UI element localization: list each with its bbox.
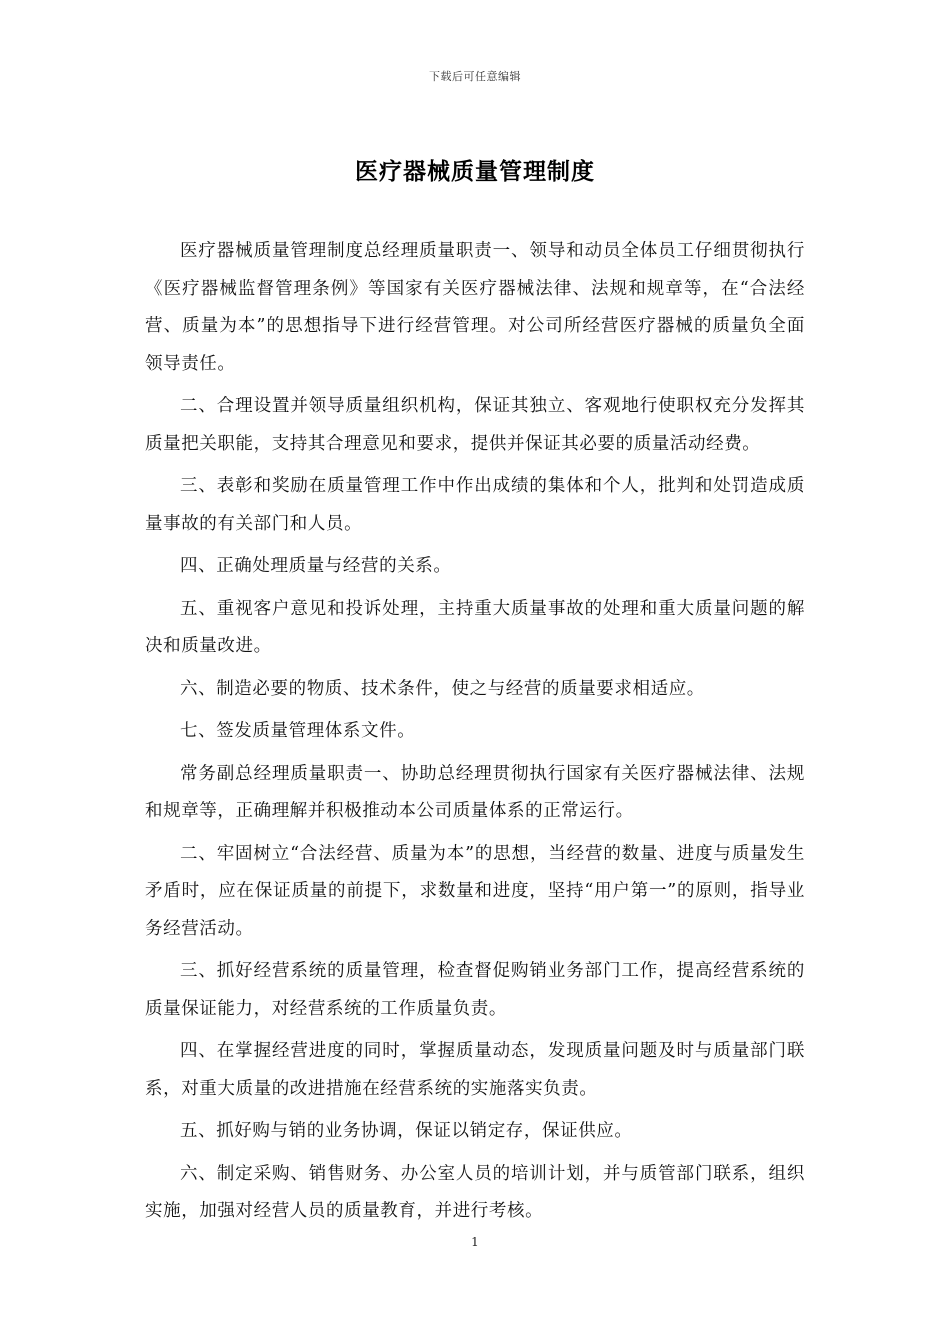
paragraph-deputy-manager-duty-1: 常务副总经理质量职责一、协助总经理贯彻执行国家有关医疗器械法律、法规和规章等，正确理解并积极推动本公司质量体系的正常运行。	[145, 763, 805, 821]
paragraph-general-manager-duty-6: 六、制造必要的物质、技术条件，使之与经营的质量要求相适应。	[180, 678, 705, 699]
paragraph-deputy-manager-duty-5: 五、抓好购与销的业务协调，保证以销定存，保证供应。	[180, 1121, 633, 1141]
paragraph-general-manager-duty-7: 七、签发质量管理体系文件。	[180, 721, 416, 741]
document-body	[145, 233, 805, 1236]
paragraph-deputy-manager-duty-3: 三、抓好经营系统的质量管理，检查督促购销业务部门工作，提高经营系统的质量保证能力，对经营系统的工作质量负责。	[145, 961, 805, 1019]
page-header-note: 下载后可任意编辑	[429, 70, 521, 83]
paragraph-deputy-manager-duty-2: 二、牢固树立“合法经营、质量为本”的思想，当经营的数量、进度与质量发生矛盾时，应在保证质量的前提下，求数量和进度，坚持“用户第一”的原则，指导业务经营活动。	[145, 843, 805, 939]
page-number: 1	[471, 1235, 479, 1249]
paragraph-general-manager-duty-3: 三、表彰和奖励在质量管理工作中作出成绩的集体和个人，批判和处罚造成质量事故的有关部门和人员。	[145, 476, 805, 534]
paragraph-general-manager-duty-2: 二、合理设置并领导质量组织机构，保证其独立、客观地行使职权充分发挥其质量把关职能，支持其合理意见和要求，提供并保证其必要的质量活动经费。	[145, 396, 805, 454]
paragraph-deputy-manager-duty-4: 四、在掌握经营进度的同时，掌握质量动态，发现质量问题及时与质量部门联系，对重大质量的改进措施在经营系统的实施落实负责。	[145, 1041, 805, 1099]
paragraph-general-manager-duty-1: 医疗器械质量管理制度总经理质量职责一、领导和动员全体员工仔细贯彻执行《医疗器械监督管理条例》等国家有关医疗器械法律、法规和规章等，在“合法经营、质量为本”的思想指导下进行经营管理。对公司所经营医疗器械的质量负全面领导责任。	[145, 241, 805, 374]
paragraph-general-manager-duty-5: 五、重视客户意见和投诉处理，主持重大质量事故的处理和重大质量问题的解决和质量改进。	[145, 598, 805, 656]
paragraph-general-manager-duty-4: 四、正确处理质量与经营的关系。	[180, 556, 452, 576]
document-title: 医疗器械质量管理制度	[355, 158, 595, 185]
paragraph-deputy-manager-duty-6: 六、制定采购、销售财务、办公室人员的培训计划，并与质管部门联系，组织实施，加强对经营人员的质量教育，并进行考核。	[145, 1163, 805, 1221]
